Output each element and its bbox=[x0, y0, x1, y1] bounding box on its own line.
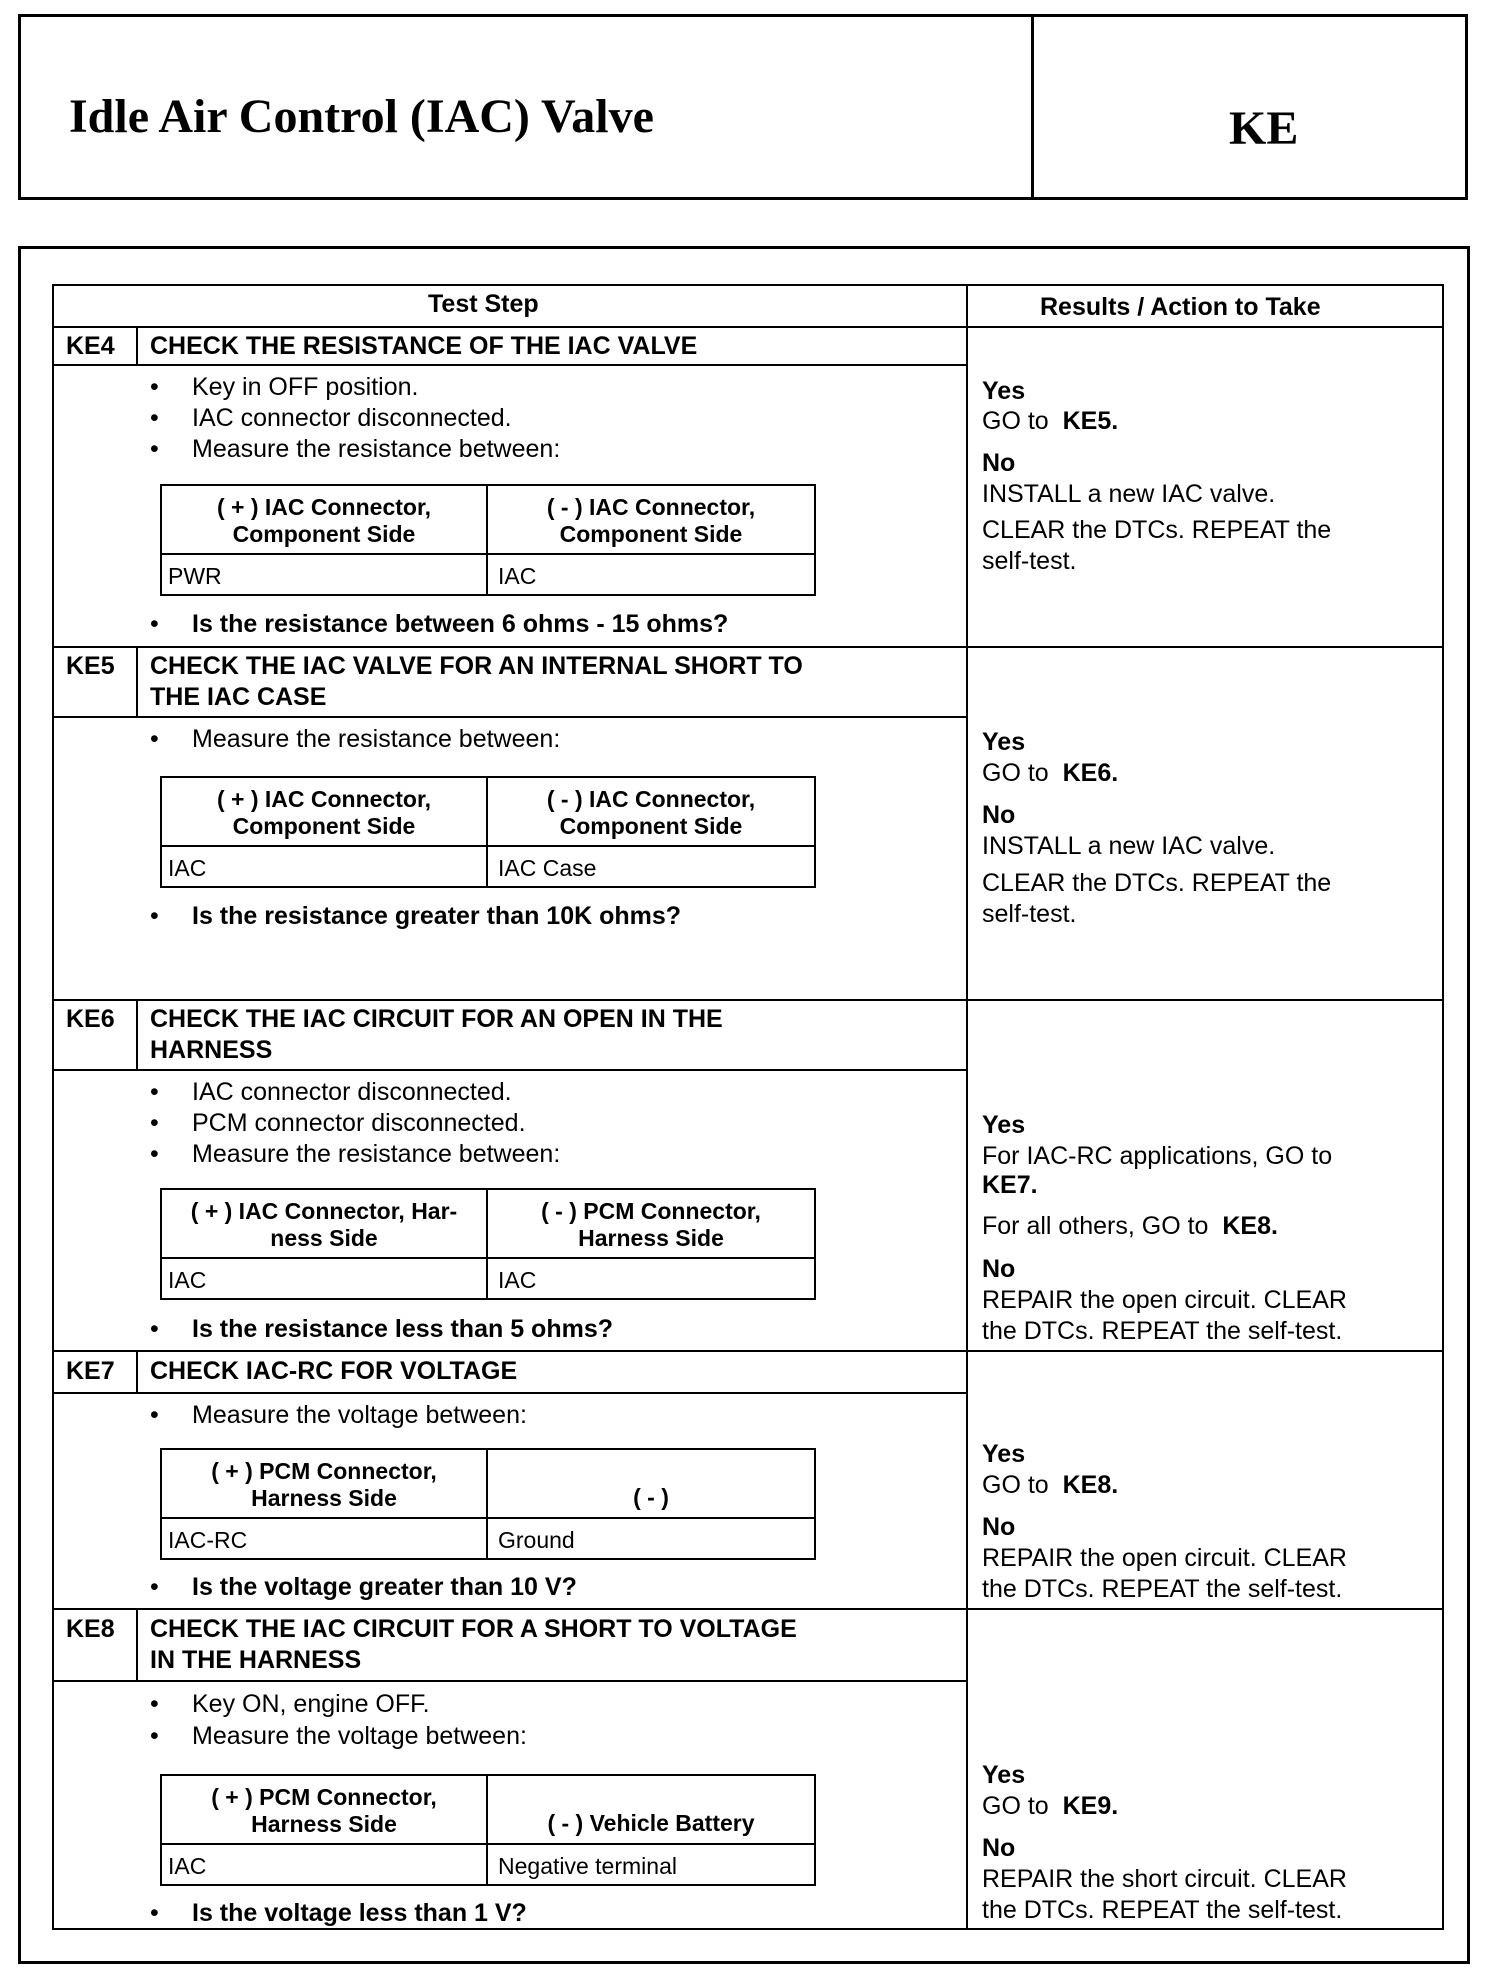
result-yes-action: GO to KE6. bbox=[982, 759, 1119, 787]
step-title: IN THE HARNESS bbox=[150, 1646, 362, 1674]
bullet-icon: • bbox=[150, 1722, 159, 1750]
measurement-value-positive: IAC bbox=[168, 1853, 207, 1879]
step-id: KE5 bbox=[66, 652, 115, 680]
result-no-action: REPAIR the short circuit. CLEAR bbox=[982, 1865, 1347, 1893]
step-id: KE8 bbox=[66, 1615, 115, 1643]
step-question: Is the voltage less than 1 V? bbox=[192, 1899, 527, 1927]
page-header bbox=[18, 14, 1468, 200]
measurement-value-negative: IAC bbox=[498, 1267, 537, 1293]
step-title: CHECK THE IAC VALVE FOR AN INTERNAL SHORT TO bbox=[150, 652, 803, 680]
step-title: CHECK THE IAC CIRCUIT FOR A SHORT TO VOLTAGE bbox=[150, 1615, 797, 1643]
measurement-header-positive: ( + ) PCM Connector, Harness Side bbox=[211, 1784, 437, 1837]
result-no-label: No bbox=[982, 1834, 1016, 1862]
step-question: Is the voltage greater than 10 V? bbox=[192, 1573, 577, 1601]
measurement-header-negative: ( - ) Vehicle Battery bbox=[547, 1810, 755, 1836]
step-id-divider bbox=[136, 646, 138, 716]
measurement-table bbox=[160, 484, 816, 596]
step-id-divider bbox=[136, 999, 138, 1069]
measurement-table-header-border bbox=[162, 1257, 814, 1259]
page-title: Idle Air Control (IAC) Valve bbox=[69, 90, 654, 143]
step-instruction: Key in OFF position. bbox=[192, 373, 419, 401]
bullet-icon: • bbox=[150, 1690, 159, 1718]
bullet-icon: • bbox=[150, 1899, 159, 1927]
measurement-value-positive: IAC bbox=[168, 855, 207, 881]
result-no-action: CLEAR the DTCs. REPEAT the bbox=[982, 516, 1332, 544]
bullet-icon: • bbox=[150, 1078, 159, 1106]
section-code: KE bbox=[1229, 102, 1299, 155]
step-title: HARNESS bbox=[150, 1036, 273, 1064]
bullet-icon: • bbox=[150, 404, 159, 432]
measurement-header-positive: ( + ) PCM Connector, Harness Side bbox=[211, 1458, 437, 1511]
step-separator bbox=[52, 1608, 1444, 1610]
bullet-icon: • bbox=[150, 1109, 159, 1137]
measurement-table bbox=[160, 1188, 816, 1300]
step-separator bbox=[52, 999, 1444, 1001]
step-title-border bbox=[52, 1680, 968, 1682]
step-id: KE6 bbox=[66, 1005, 115, 1033]
column-header-test-step: Test Step bbox=[428, 290, 539, 318]
bullet-icon: • bbox=[150, 1315, 159, 1343]
step-title-border bbox=[52, 1069, 968, 1071]
measurement-value-negative: Negative terminal bbox=[498, 1853, 677, 1879]
step-title-border bbox=[52, 1392, 968, 1394]
step-instruction: Measure the voltage between: bbox=[192, 1401, 527, 1429]
measurement-table-header-border bbox=[162, 1843, 814, 1845]
measurement-table-header-border bbox=[162, 553, 814, 555]
step-instruction: IAC connector disconnected. bbox=[192, 1078, 512, 1106]
result-yes-label: Yes bbox=[982, 1440, 1026, 1468]
bullet-icon: • bbox=[150, 373, 159, 401]
column-divider bbox=[966, 284, 968, 1930]
measurement-header-negative: ( - ) IAC Connector, Component Side bbox=[546, 786, 756, 839]
step-instruction: PCM connector disconnected. bbox=[192, 1109, 526, 1137]
step-question: Is the resistance less than 5 ohms? bbox=[192, 1315, 613, 1343]
measurement-value-positive: IAC-RC bbox=[168, 1527, 248, 1553]
table-top-border bbox=[52, 284, 1444, 286]
result-yes-label: Yes bbox=[982, 1111, 1026, 1139]
result-yes-action: GO to KE8. bbox=[982, 1471, 1119, 1499]
measurement-table bbox=[160, 776, 816, 888]
measurement-header-negative: ( - ) IAC Connector, Component Side bbox=[546, 494, 756, 547]
step-instruction: IAC connector disconnected. bbox=[192, 404, 512, 432]
step-title: THE IAC CASE bbox=[150, 683, 327, 711]
measurement-value-negative: IAC Case bbox=[498, 855, 597, 881]
step-title: CHECK IAC-RC FOR VOLTAGE bbox=[150, 1357, 518, 1385]
result-no-action: self-test. bbox=[982, 900, 1077, 928]
table-right-border bbox=[1442, 284, 1444, 1930]
result-no-action: the DTCs. REPEAT the self-test. bbox=[982, 1896, 1343, 1924]
measurement-table-header-border bbox=[162, 1517, 814, 1519]
result-no-action: REPAIR the open circuit. CLEAR bbox=[982, 1544, 1347, 1572]
bullet-icon: • bbox=[150, 725, 159, 753]
measurement-header-positive: ( + ) IAC Connector, Component Side bbox=[216, 494, 432, 547]
result-yes-action: For IAC-RC applications, GO to bbox=[982, 1142, 1333, 1170]
result-no-action: INSTALL a new IAC valve. bbox=[982, 832, 1276, 860]
result-no-action: INSTALL a new IAC valve. bbox=[982, 480, 1276, 508]
header-row-border bbox=[52, 326, 1444, 328]
step-question: Is the resistance greater than 10K ohms? bbox=[192, 902, 682, 930]
result-no-action: the DTCs. REPEAT the self-test. bbox=[982, 1317, 1343, 1345]
table-left-border bbox=[52, 284, 54, 1930]
step-title-border bbox=[52, 716, 968, 718]
result-yes-action: GO to KE5. bbox=[982, 407, 1119, 435]
bullet-icon: • bbox=[150, 1401, 159, 1429]
step-id: KE4 bbox=[66, 332, 115, 360]
result-yes-label: Yes bbox=[982, 377, 1026, 405]
step-instruction: Measure the voltage between: bbox=[192, 1722, 527, 1750]
step-instruction: Measure the resistance between: bbox=[192, 435, 561, 463]
result-no-action: self-test. bbox=[982, 547, 1077, 575]
step-question: Is the resistance between 6 ohms - 15 ohms? bbox=[192, 610, 729, 638]
result-no-action: REPAIR the open circuit. CLEAR bbox=[982, 1286, 1347, 1314]
bullet-icon: • bbox=[150, 1140, 159, 1168]
step-id-divider bbox=[136, 1608, 138, 1680]
result-yes-label: Yes bbox=[982, 1761, 1026, 1789]
result-no-label: No bbox=[982, 449, 1016, 477]
result-no-label: No bbox=[982, 1513, 1016, 1541]
step-id: KE7 bbox=[66, 1357, 115, 1385]
step-separator bbox=[52, 1350, 1444, 1352]
column-header-results: Results / Action to Take bbox=[1040, 293, 1321, 321]
step-separator bbox=[52, 646, 1444, 648]
step-id-divider bbox=[136, 1350, 138, 1392]
measurement-header-negative: ( - ) PCM Connector, Harness Side bbox=[541, 1198, 761, 1251]
result-no-action: the DTCs. REPEAT the self-test. bbox=[982, 1575, 1343, 1603]
bullet-icon: • bbox=[150, 902, 159, 930]
measurement-table bbox=[160, 1774, 816, 1886]
result-yes-target: KE7. bbox=[982, 1171, 1038, 1199]
step-title-border bbox=[52, 364, 968, 366]
result-yes-label: Yes bbox=[982, 728, 1026, 756]
result-no-label: No bbox=[982, 1255, 1016, 1283]
bullet-icon: • bbox=[150, 610, 159, 638]
measurement-value-positive: PWR bbox=[168, 563, 222, 589]
step-title: CHECK THE IAC CIRCUIT FOR AN OPEN IN THE bbox=[150, 1005, 723, 1033]
bullet-icon: • bbox=[150, 435, 159, 463]
step-title: CHECK THE RESISTANCE OF THE IAC VALVE bbox=[150, 332, 698, 360]
bullet-icon: • bbox=[150, 1573, 159, 1601]
measurement-table-header-border bbox=[162, 845, 814, 847]
measurement-header-positive: ( + ) IAC Connector, Component Side bbox=[216, 786, 432, 839]
step-id-divider bbox=[136, 326, 138, 364]
result-yes-action: For all others, GO to KE8. bbox=[982, 1212, 1278, 1240]
result-yes-action: GO to KE9. bbox=[982, 1792, 1119, 1820]
step-instruction: Measure the resistance between: bbox=[192, 725, 561, 753]
result-no-action: CLEAR the DTCs. REPEAT the bbox=[982, 869, 1332, 897]
step-instruction: Key ON, engine OFF. bbox=[192, 1690, 430, 1718]
header-divider bbox=[1031, 17, 1034, 197]
measurement-value-negative: IAC bbox=[498, 563, 537, 589]
result-no-label: No bbox=[982, 801, 1016, 829]
measurement-value-positive: IAC bbox=[168, 1267, 207, 1293]
measurement-value-negative: Ground bbox=[498, 1527, 575, 1553]
table-bottom-border bbox=[52, 1928, 1444, 1930]
step-instruction: Measure the resistance between: bbox=[192, 1140, 561, 1168]
measurement-header-negative: ( - ) bbox=[633, 1484, 669, 1510]
measurement-header-positive: ( + ) IAC Connector, Har- ness Side bbox=[190, 1198, 458, 1251]
measurement-table bbox=[160, 1448, 816, 1560]
